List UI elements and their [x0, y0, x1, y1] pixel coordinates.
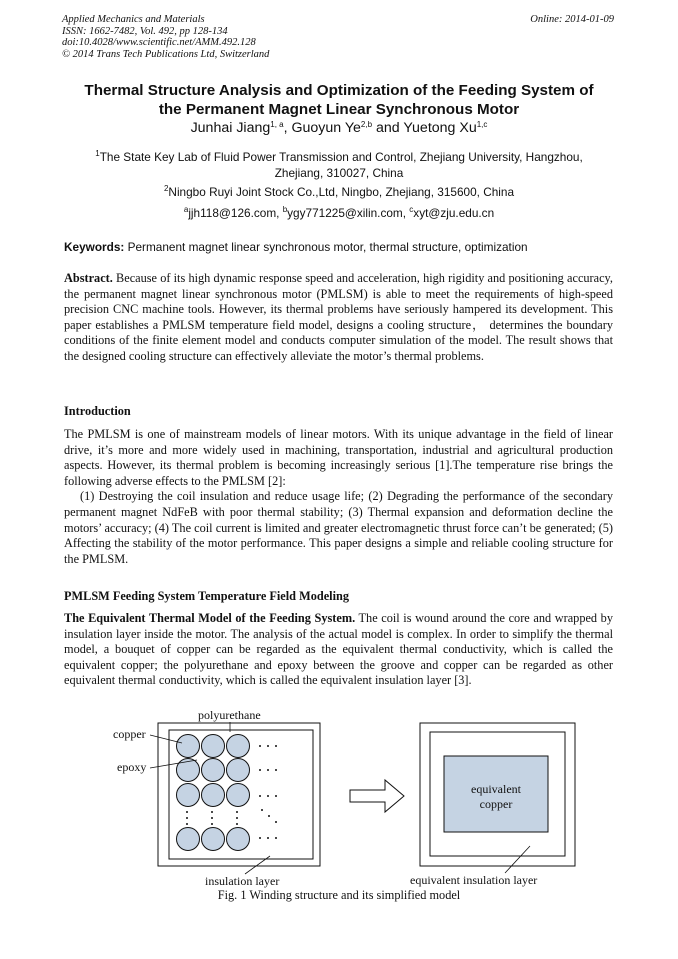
doi-line[interactable]: doi:10.4028/www.scientific.net/AMM.492.128	[62, 37, 256, 49]
issn-line: ISSN: 1662-7482, Vol. 492, pp 128-134	[62, 25, 228, 37]
label-epoxy: epoxy	[117, 760, 147, 774]
section-heading-modeling: PMLSM Feeding System Temperature Field Modeling	[64, 589, 349, 603]
copper-wire	[202, 828, 225, 851]
copper-wire	[177, 784, 200, 807]
author-conjunction: and	[372, 120, 404, 136]
figure-caption: Fig. 1 Winding structure and its simplified model	[217, 888, 461, 902]
affil-text: The State Key Lab of Fluid Power Transmission and Control, Zhejiang University, Hangzhou,	[99, 150, 583, 164]
email-link[interactable]: jjh118@126.com,	[188, 206, 283, 220]
subsection-label: The Equivalent Thermal Model of the Feeding System.	[64, 611, 356, 625]
copper-wire	[202, 784, 225, 807]
author-affil-mark: 1, a	[270, 120, 284, 129]
label-equivalent-insulation: equivalent insulation layer	[410, 873, 538, 887]
email-mark: c	[409, 205, 414, 214]
email-mark: a	[183, 205, 189, 214]
label-copper: copper	[113, 727, 146, 741]
simplification-arrow	[350, 780, 404, 812]
journal-name: Applied Mechanics and Materials	[62, 14, 205, 25]
subsection-text: The coil is wound around the core and wrapped by insulation layer inside the motor. The analysis of the actual model is complex. In order to simplify the thermal model, a bouquet of copper can be regarded as the equivalent thermal conductivity, which is called the equivalent copper; the polyurethane and epoxy between the groove and copper can be regarded as other equivalent thermal conductivity, which is called the equivalent insulation layer [3].	[64, 611, 613, 688]
affil-mark: 1	[95, 149, 100, 158]
email-link[interactable]: ygy771225@xilin.com,	[287, 206, 410, 220]
author-name: Junhai Jiang	[190, 120, 271, 136]
abstract-label: Abstract.	[64, 271, 113, 285]
copper-wire-grid	[177, 735, 250, 851]
section-heading-introduction: Introduction	[64, 404, 131, 418]
online-date: Online: 2014-01-09	[530, 14, 614, 25]
author-affil-mark: 1,c	[476, 120, 488, 129]
label-insulation-layer: insulation layer	[205, 874, 280, 888]
keywords-text: Permanent magnet linear synchronous motor, thermal structure, optimization	[124, 240, 528, 254]
affil-mark: 2	[163, 184, 169, 193]
email-mark: b	[282, 205, 288, 214]
copper-wire	[227, 735, 250, 758]
affil-text: Zhejiang, 310027, China	[274, 166, 404, 180]
affil-text: Ningbo Ruyi Joint Stock Co.,Ltd, Ningbo, Zhejiang, 315600, China	[168, 185, 515, 199]
leader-copper	[150, 735, 182, 743]
copper-wire	[177, 735, 200, 758]
simplified-model-diagram	[410, 723, 575, 887]
copper-wire	[202, 735, 225, 758]
label-equivalent: equivalent	[471, 782, 521, 796]
title-line-1: Thermal Structure Analysis and Optimization of the Feeding System of	[84, 82, 594, 99]
label-polyurethane: polyurethane	[198, 708, 261, 722]
abstract-text: Because of its high dynamic response speed and acceleration, high rigidity and positioning accuracy, the permanent magnet linear synchronous motor (PMLSM) is able to meet the requirements of high-speed precision CNC machine tools. However, its thermal problems have seriously hampered its development. This paper establishes a PMLSM temperature field model, designs a cooling structure， determines the boundary conditions of the finite element model and conducts computer simulation of the model. The result shows that the designed cooling structure can effectively alleviate the motor’s thermal problems.	[64, 271, 613, 363]
leader-equivalent-insulation	[505, 846, 530, 873]
copper-wire	[202, 759, 225, 782]
keywords-label: Keywords:	[64, 240, 125, 254]
email-link[interactable]: xyt@zju.edu.cn	[413, 206, 495, 220]
copper-wire	[177, 759, 200, 782]
label-equivalent-copper: copper	[479, 797, 513, 811]
copper-wire	[177, 828, 200, 851]
copper-wire	[227, 784, 250, 807]
paragraph: The PMLSM is one of mainstream models of linear motors. With its unique advantage in the field of linear drive, it’s more and more widely used in machining, transportation, industrial and agricultural production aspects. However, its thermal problem is becoming increasingly serious [1].The temperature rise brings the following adverse effects to the PMLSM [2]:	[64, 427, 613, 488]
copper-wire	[227, 828, 250, 851]
copper-wire	[227, 759, 250, 782]
author-list: Junhai Jiang$^{1, a}$, Guoyun Ye$^{2,b}$ and Yuetong Xu$^{1,c}$	[190, 120, 488, 136]
winding-structure-diagram	[113, 708, 320, 888]
author-affil-mark: 2,b	[360, 120, 373, 129]
title-line-2: the Permanent Magnet Linear Synchronous Motor	[158, 101, 520, 118]
copyright-line: © 2014 Trans Tech Publications Ltd, Switzerland	[62, 48, 270, 60]
author-name: Yuetong Xu	[403, 120, 477, 136]
author-name: Guoyun Ye	[291, 120, 361, 136]
paragraph: (1) Destroying the coil insulation and reduce usage life; (2) Degrading the performance of the secondary permanent magnet NdFeB with poor thermal stability; (3) Thermal expansion and deformation decline the motors’ accuracy; (4) The coil current is limited and greater electromagnetic thrust force can’t be generated; (5) Affecting the stability of the motor performance. This paper designs a simple and reliable cooling structure for the PMLSM.	[64, 489, 613, 566]
